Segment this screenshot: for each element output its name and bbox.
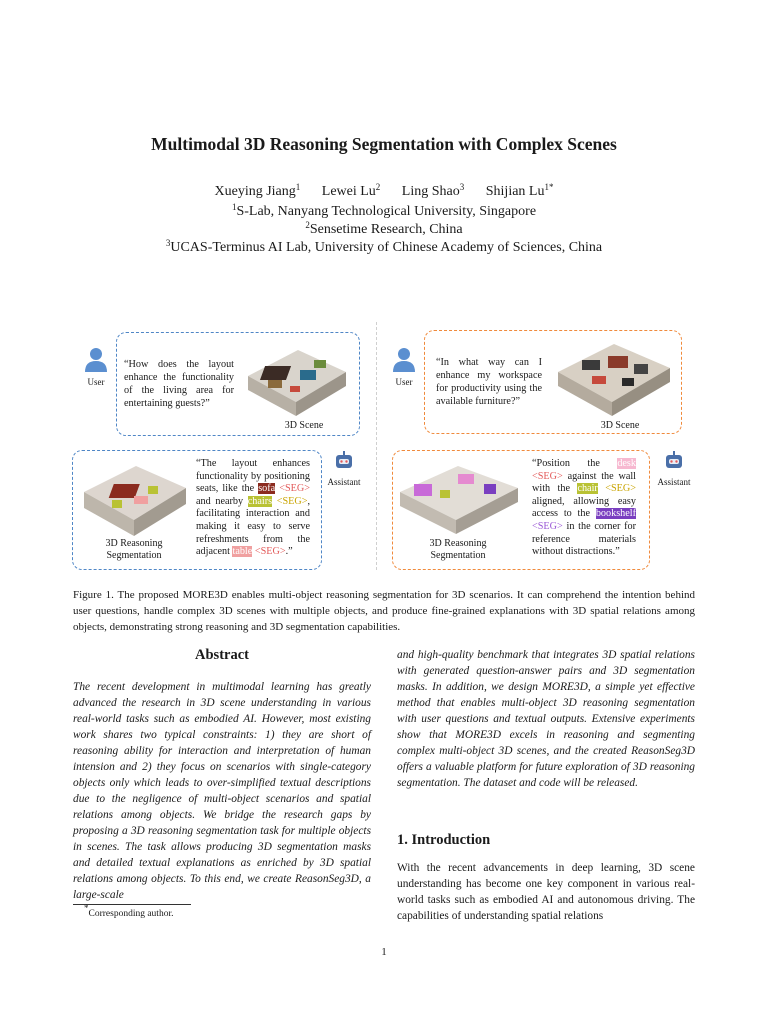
user-label: User bbox=[395, 377, 413, 387]
abstract-text-right: and high-quality benchmark that integrates 3D spatial relations with generated question-answer pairs and 3D segmentation masks. In addition, we design MORE3D, a simple yet effective method that enables multi-object 3D reasoning segmentation with user questions and textual outputs. Extensive experiments show that MORE3D excels in reasoning and segmenting complex multi-object 3D scenes, and the created ReasonSeg3D offers a valuable platform for future exploration of 3D reasoning segmentation. The dataset and code will be released. bbox=[397, 649, 695, 789]
seg-label-right: 3D Reasoning Segmentation bbox=[429, 538, 487, 561]
affiliation-2: $^2$Sensetime Research, China bbox=[305, 220, 463, 237]
assistant-label: Assistant bbox=[657, 477, 691, 487]
user-icon bbox=[80, 346, 112, 372]
segmentation-image-left bbox=[78, 456, 190, 540]
footnote-rule bbox=[73, 904, 191, 905]
author-4: Shijian $Lu^{1*}$ bbox=[485, 182, 554, 199]
scene-image-left bbox=[240, 336, 352, 420]
segmentation-image-right bbox=[396, 456, 522, 536]
affiliation-3: $^3$UCAS-Terminus AI Lab, University of Chinese Academy of Sciences, China bbox=[165, 238, 603, 255]
figure-caption: Figure 1. The proposed MORE3D enables multi-object reasoning segmentation for 3D scenarios. It can comprehend the intention behind user questions, handle complex 3D scenes with multiple objects, and produce fine-grained explanations with 3D spatial relations among objects, demonstrating strong reasoning and 3D segmentation capabilities. bbox=[73, 589, 695, 633]
affiliation-1: $^1$S-Lab, Nanyang Technological University, Singapore bbox=[231, 202, 537, 219]
paper-title: Multimodal 3D Reasoning Segmentation with Complex Scenes bbox=[151, 134, 617, 154]
robot-icon bbox=[333, 450, 355, 472]
scene-image-right bbox=[552, 334, 674, 418]
seg-label-left: 3D Reasoning Segmentation bbox=[105, 538, 163, 561]
user-icon-right bbox=[388, 346, 420, 387]
user-label: User bbox=[87, 377, 105, 387]
user-icon bbox=[388, 346, 420, 372]
user-icon-left bbox=[80, 346, 112, 387]
answer-right: “Position the desk <SEG> against the wall with the chair <SEG> aligned, allowing easy access to the bookshelf <SEG> in the corner for reference materials without distractions.” bbox=[532, 458, 637, 558]
intro-heading: 1. Introduction bbox=[397, 832, 491, 848]
author-2: Lewei Lu$^2$ bbox=[321, 182, 381, 199]
assistant-label: Assistant bbox=[327, 477, 361, 487]
abstract-text-left: The recent development in multimodal learning has greatly advanced the research in 3D scene understanding in various real-world tasks such as embodied AI. However, most existing work shares two typical constraints: 1) they are short of reasoning ability for interaction and interpretation of human intension and 2) they focus on scenarios with single-category objects only which leads to over-simplified textual descriptions due to the negligence of multi-object scenarios and spatial relations among objects. We bridge the research gaps by proposing a 3D reasoning segmentation task for multiple objects in scenes. The task allows producing 3D segmentation masks and detailed textual explanations as enriched by 3D spatial relations among objects. To this end, we create ReasonSeg3D, a large-scale bbox=[73, 681, 371, 901]
question-left: “How does the layout enhance the functionality of the living area for entertaining guests?” bbox=[124, 359, 234, 409]
assistant-left bbox=[326, 450, 362, 487]
scene-label-right: 3D Scene bbox=[600, 420, 640, 431]
answer-left: “The layout enhances functionality by positioning seats, like the sofa <SEG> and nearby chairs <SEG>, facilitating interaction and making it easy to serve refreshments from the adjacent table <SEG>.” bbox=[196, 458, 311, 558]
author-list bbox=[0, 184, 768, 200]
assistant-right bbox=[654, 450, 694, 487]
page-number: 1 bbox=[381, 946, 387, 958]
figure-divider bbox=[376, 322, 377, 570]
intro-text: With the recent advancements in deep learning, 3D scene understanding has become one key component in various real-world tasks such as embodied AI and autonomous driving. The capabilities of understanding spatial relations bbox=[397, 862, 695, 922]
author-3: Ling Shao$^3$ bbox=[401, 182, 465, 199]
question-right: “In what way can I enhance my workspace for productivity using the available furniture?” bbox=[436, 357, 542, 407]
scene-label-left: 3D Scene bbox=[284, 420, 324, 431]
robot-icon bbox=[663, 450, 685, 472]
author-1: Xueying Jiang$^1$ bbox=[214, 182, 301, 199]
footnote: *Corresponding author. bbox=[84, 903, 174, 919]
abstract-heading: Abstract bbox=[195, 647, 249, 663]
